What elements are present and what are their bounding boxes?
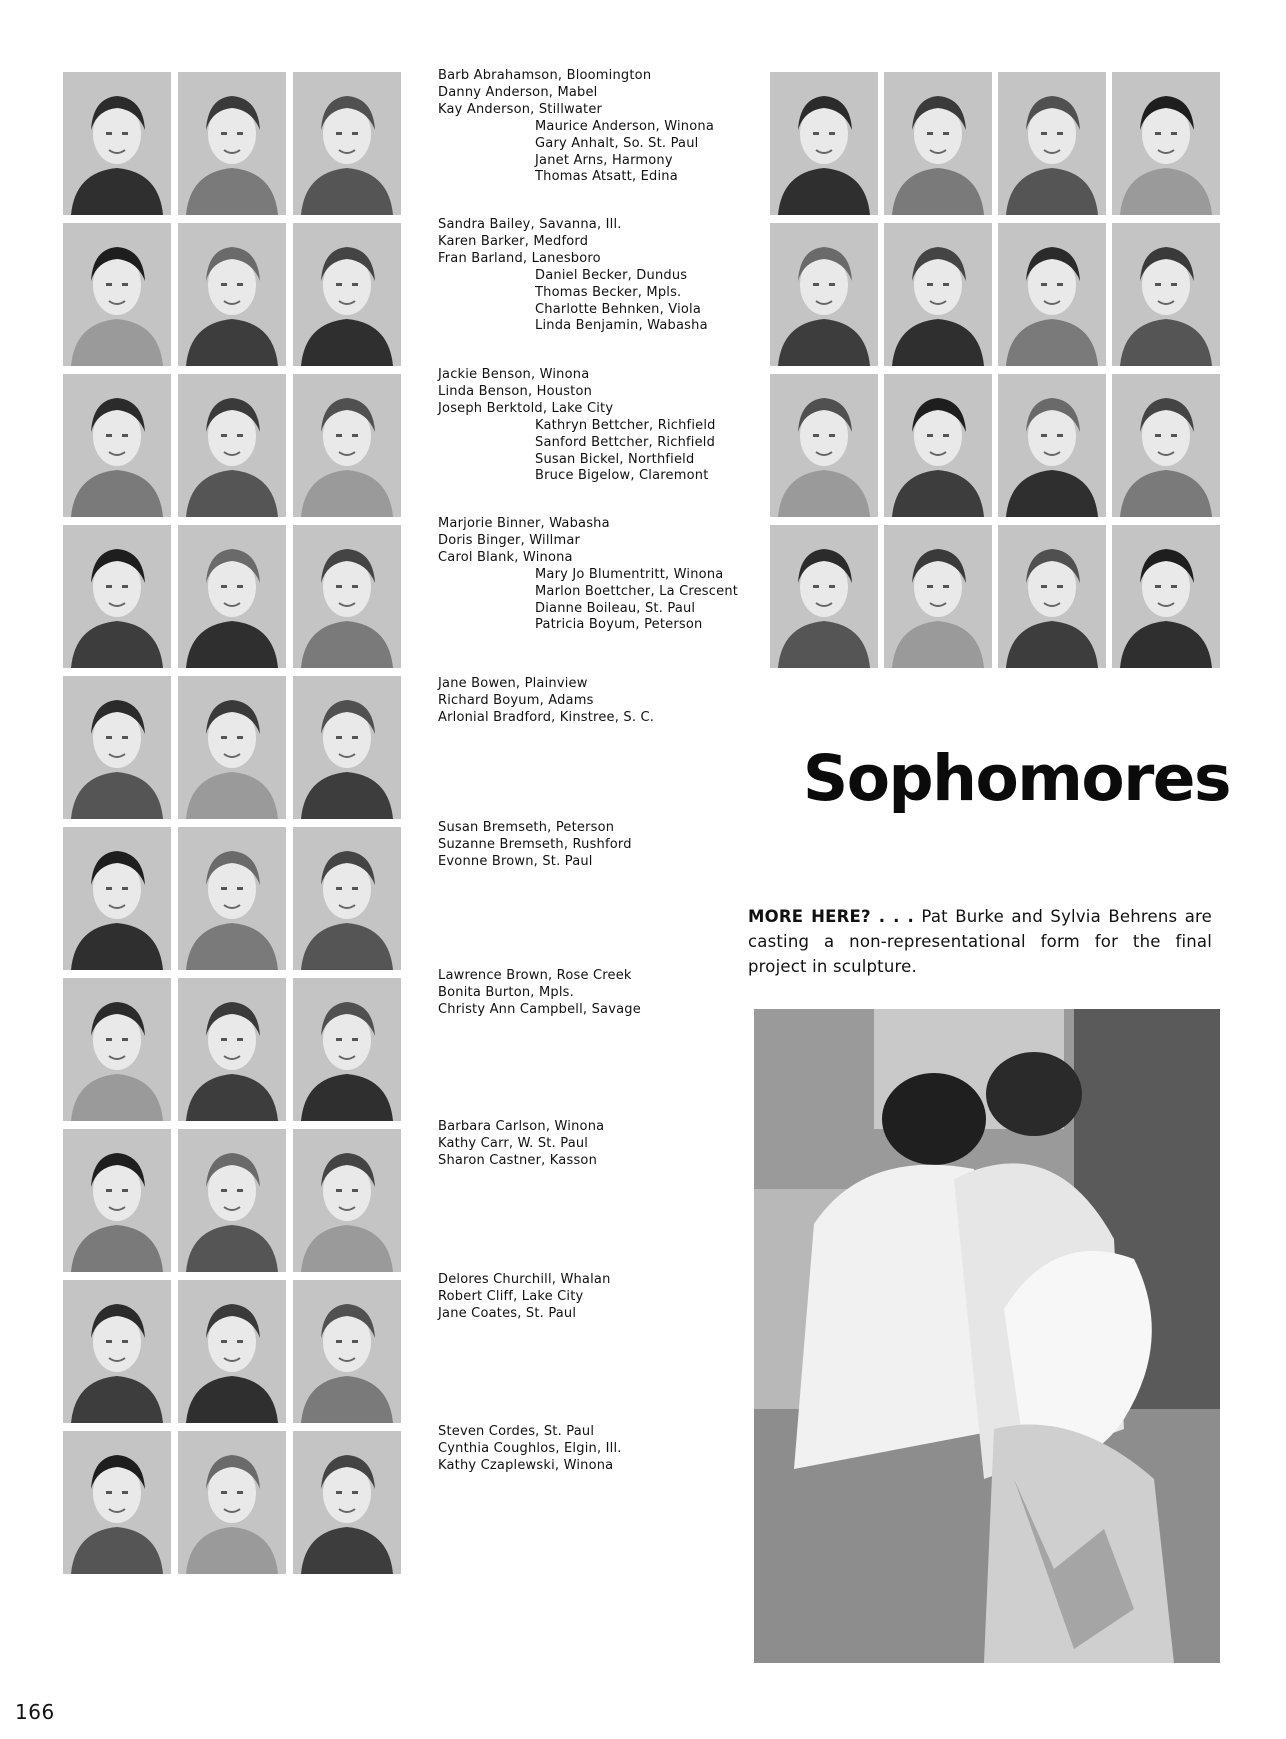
- portrait-grid-left: [63, 72, 401, 1567]
- student-name: Maurice Anderson, Winona: [535, 118, 714, 134]
- student-name: Danny Anderson, Mabel: [438, 84, 598, 100]
- student-portrait: [998, 374, 1106, 517]
- name-group: [438, 516, 738, 634]
- student-name: Jackie Benson, Winona: [438, 367, 590, 382]
- name-group: [438, 1272, 611, 1323]
- student-name: Lawrence Brown, Rose Creek: [438, 968, 632, 983]
- student-portrait: [1112, 525, 1220, 668]
- student-name: Joseph Berktold, Lake City: [438, 400, 614, 416]
- student-portrait: [178, 1280, 286, 1423]
- student-portrait: [178, 827, 286, 970]
- student-name: Kathy Carr, W. St. Paul: [438, 1135, 589, 1151]
- student-portrait: [178, 1431, 286, 1574]
- student-portrait: [1112, 223, 1220, 366]
- student-portrait: [293, 1280, 401, 1423]
- student-portrait: [178, 1129, 286, 1272]
- name-group: [438, 968, 641, 1019]
- caption-lead: MORE HERE? . . .: [748, 907, 914, 926]
- student-name: Kay Anderson, Stillwater: [438, 101, 603, 117]
- student-portrait: [1112, 72, 1220, 215]
- student-name: Arlonial Bradford, Kinstree, S. C.: [438, 709, 655, 725]
- student-name: Barbara Carlson, Winona: [438, 1119, 605, 1134]
- photo-caption: [748, 904, 1212, 979]
- student-portrait: [63, 525, 171, 668]
- student-name: Barb Abrahamson, Bloomington: [438, 68, 652, 83]
- student-portrait: [63, 978, 171, 1121]
- student-name: Bonita Burton, Mpls.: [438, 984, 574, 1000]
- student-name: Kathy Czaplewski, Winona: [438, 1457, 614, 1473]
- student-portrait: [63, 374, 171, 517]
- student-portrait: [293, 1129, 401, 1272]
- student-portrait: [178, 978, 286, 1121]
- student-portrait: [998, 223, 1106, 366]
- student-name: Suzanne Bremseth, Rushford: [438, 836, 632, 852]
- student-name: Evonne Brown, St. Paul: [438, 853, 593, 869]
- student-name: Robert Cliff, Lake City: [438, 1288, 584, 1304]
- student-name: Delores Churchill, Whalan: [438, 1272, 611, 1287]
- student-name: Jane Coates, St. Paul: [438, 1305, 577, 1321]
- student-name: Fran Barland, Lanesboro: [438, 250, 601, 266]
- student-portrait: [63, 1431, 171, 1574]
- student-name: Linda Benjamin, Wabasha: [535, 318, 708, 334]
- student-portrait: [178, 525, 286, 668]
- student-name: Thomas Atsatt, Edina: [535, 169, 678, 185]
- student-portrait: [293, 72, 401, 215]
- student-portrait: [178, 223, 286, 366]
- student-name: Bruce Bigelow, Claremont: [535, 468, 709, 484]
- student-portrait: [63, 72, 171, 215]
- student-name: Gary Anhalt, So. St. Paul: [535, 135, 699, 151]
- student-name: Marjorie Binner, Wabasha: [438, 516, 610, 531]
- name-group: [438, 820, 632, 871]
- student-portrait: [293, 676, 401, 819]
- student-name: Sharon Castner, Kasson: [438, 1152, 598, 1168]
- name-group: [438, 1119, 604, 1170]
- student-portrait: [178, 676, 286, 819]
- student-portrait: [884, 72, 992, 215]
- student-portrait: [293, 1431, 401, 1574]
- student-portrait: [998, 72, 1106, 215]
- student-name: Janet Arns, Harmony: [535, 152, 673, 168]
- name-group: [438, 1424, 622, 1475]
- student-portrait: [293, 827, 401, 970]
- student-name: Richard Boyum, Adams: [438, 692, 594, 708]
- student-name: Mary Jo Blumentritt, Winona: [535, 566, 724, 582]
- page-number: 166: [15, 1700, 55, 1724]
- student-portrait: [884, 374, 992, 517]
- student-portrait: [63, 1280, 171, 1423]
- name-group: [438, 367, 716, 485]
- student-name: Steven Cordes, St. Paul: [438, 1424, 595, 1439]
- caption-text: Pat Burke and Sylvia Behrens are casting a non-representational form for the final project in sculpture.: [748, 907, 1212, 976]
- name-group: [438, 68, 714, 186]
- student-name: Thomas Becker, Mpls.: [535, 284, 682, 300]
- student-name: Charlotte Behnken, Viola: [535, 301, 702, 317]
- student-name: Jane Bowen, Plainview: [438, 676, 588, 691]
- student-name: Christy Ann Campbell, Savage: [438, 1001, 641, 1017]
- student-portrait: [63, 223, 171, 366]
- student-name: Linda Benson, Houston: [438, 383, 593, 399]
- student-name: Susan Bickel, Northfield: [535, 451, 695, 467]
- sculpture-class-photo: [754, 1009, 1220, 1663]
- page-heading: Sophomores: [802, 742, 1230, 815]
- student-portrait: [884, 223, 992, 366]
- student-name: Dianne Boileau, St. Paul: [535, 600, 696, 616]
- student-name: Sandra Bailey, Savanna, Ill.: [438, 217, 622, 232]
- student-name: Patricia Boyum, Peterson: [535, 617, 703, 633]
- student-name: Cynthia Coughlos, Elgin, Ill.: [438, 1440, 622, 1456]
- student-portrait: [1112, 374, 1220, 517]
- student-portrait: [293, 374, 401, 517]
- student-portrait: [770, 374, 878, 517]
- student-portrait: [293, 223, 401, 366]
- student-portrait: [178, 374, 286, 517]
- portrait-grid-right: [770, 72, 1219, 668]
- student-portrait: [884, 525, 992, 668]
- student-portrait: [178, 72, 286, 215]
- student-portrait: [998, 525, 1106, 668]
- student-portrait: [63, 676, 171, 819]
- student-name: Marlon Boettcher, La Crescent: [535, 583, 739, 599]
- student-name: Kathryn Bettcher, Richfield: [535, 417, 716, 433]
- student-portrait: [63, 827, 171, 970]
- student-name: Carol Blank, Winona: [438, 549, 573, 565]
- student-portrait: [63, 1129, 171, 1272]
- student-portrait: [770, 72, 878, 215]
- student-portrait: [293, 525, 401, 668]
- student-name: Daniel Becker, Dundus: [535, 267, 688, 283]
- student-name: Doris Binger, Willmar: [438, 532, 581, 548]
- student-name: Sanford Bettcher, Richfield: [535, 434, 716, 450]
- student-name: Karen Barker, Medford: [438, 233, 589, 249]
- student-portrait: [770, 525, 878, 668]
- student-portrait: [770, 223, 878, 366]
- name-group: [438, 217, 708, 335]
- student-portrait: [293, 978, 401, 1121]
- student-name: Susan Bremseth, Peterson: [438, 820, 615, 835]
- name-group: [438, 676, 654, 727]
